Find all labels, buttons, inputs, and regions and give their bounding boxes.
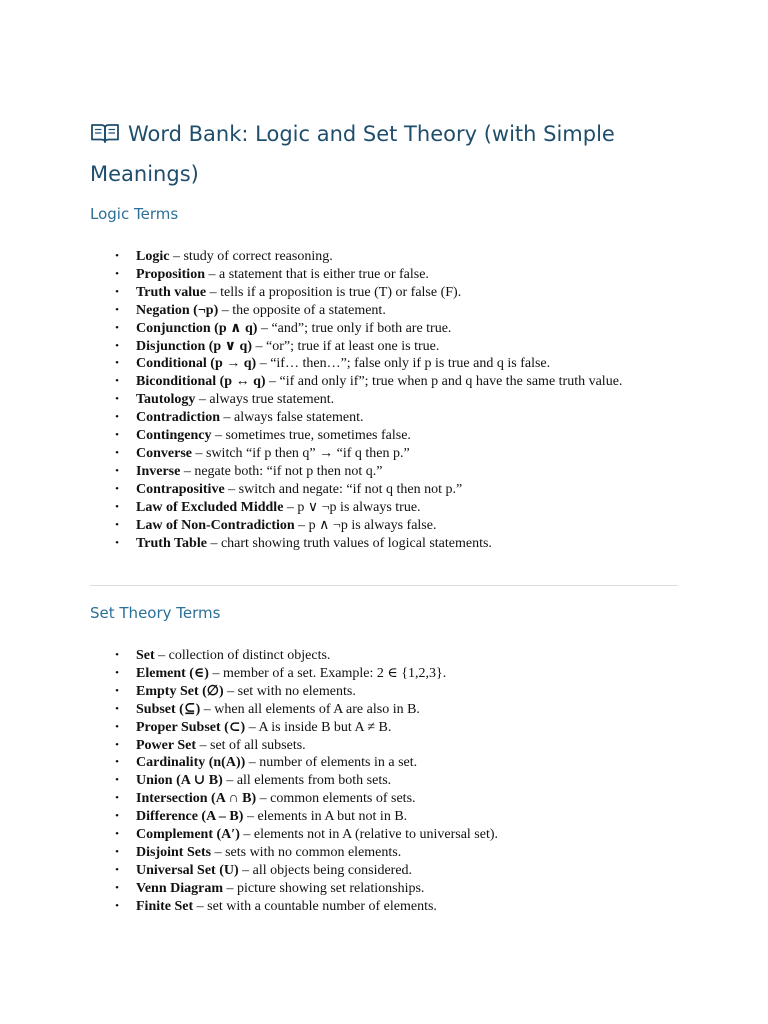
bullet-icon: •: [115, 429, 119, 442]
term-name: Finite Set: [136, 898, 194, 914]
list-item: [112, 409, 712, 427]
list-item: [112, 517, 712, 535]
bullet-icon: •: [115, 303, 119, 316]
list-item: [112, 844, 712, 862]
list-item: [112, 355, 712, 373]
bullet-icon: •: [115, 500, 119, 513]
term-definition: – set with no elements.: [223, 683, 356, 699]
term-name: Set: [136, 648, 155, 663]
list-item: [112, 499, 712, 517]
term-definition: – when all elements of A are also in B.: [200, 701, 420, 717]
list-item: [112, 754, 712, 772]
bullet-icon: •: [115, 250, 119, 262]
term-name: Proper Subset (⊂): [136, 719, 246, 735]
list-item: [112, 683, 712, 701]
list-item: [112, 701, 712, 719]
term-name: Converse: [136, 445, 192, 461]
list-item: [112, 880, 712, 898]
bullet-icon: •: [115, 899, 119, 912]
page-title-text: Word Bank: Logic and Set Theory (with Simple Meanings): [90, 122, 615, 186]
bullet-icon: •: [115, 828, 119, 841]
list-item: [112, 284, 712, 302]
term-name: Universal Set (U): [136, 862, 239, 878]
term-name: Biconditional (p ↔ q): [136, 374, 266, 390]
term-definition: – “if… then…”; false only if p is true and q is false.: [256, 356, 551, 372]
section-divider: [90, 585, 678, 586]
logic-terms-list: [112, 248, 712, 552]
term-name: Law of Excluded Middle: [136, 499, 284, 515]
term-definition: – all elements from both sets.: [222, 773, 392, 789]
bullet-icon: •: [115, 881, 119, 894]
term-name: Logic: [136, 249, 170, 264]
term-name: Contingency: [136, 428, 212, 444]
bullet-icon: •: [115, 720, 119, 733]
term-definition: – the opposite of a statement.: [218, 302, 386, 318]
list-item: [112, 266, 712, 284]
bullet-icon: •: [115, 845, 119, 858]
list-item: [112, 719, 712, 737]
list-item: [112, 826, 712, 844]
term-name: Contrapositive: [136, 481, 225, 497]
bullet-icon: •: [115, 446, 119, 459]
bullet-icon: •: [115, 774, 119, 787]
term-name: Inverse: [136, 463, 181, 479]
list-item: [112, 445, 712, 463]
bullet-icon: •: [115, 357, 119, 370]
term-definition: – collection of distinct objects.: [154, 648, 331, 663]
term-definition: – number of elements in a set.: [245, 755, 418, 771]
term-definition: – “or”; true if at least one is true.: [252, 338, 440, 354]
list-item: [112, 427, 712, 445]
section-heading-set-theory-terms: Set Theory Terms: [90, 604, 221, 622]
term-name: Negation (¬p): [136, 302, 219, 318]
term-definition: – member of a set. Example: 2 ∈ {1,2,3}.: [208, 665, 447, 681]
list-item: [112, 463, 712, 481]
term-definition: – p ∨ ¬p is always true.: [283, 499, 421, 515]
term-name: Intersection (A ∩ B): [136, 791, 257, 807]
bullet-icon: •: [115, 684, 119, 697]
bullet-icon: •: [115, 518, 119, 531]
list-item: [112, 665, 712, 683]
list-item: [112, 320, 712, 338]
list-item: [112, 898, 712, 916]
term-definition: – p ∧ ¬p is always false.: [294, 517, 437, 533]
term-definition: – picture showing set relationships.: [223, 880, 425, 896]
page-title: [90, 116, 690, 193]
term-definition: – tells if a proposition is true (T) or false (F).: [206, 284, 462, 300]
term-definition: – sets with no common elements.: [211, 844, 402, 860]
term-name: Law of Non-Contradiction: [136, 517, 295, 533]
list-item: [112, 808, 712, 826]
bullet-icon: •: [115, 666, 119, 679]
list-item: [112, 862, 712, 880]
bullet-icon: •: [115, 464, 119, 477]
term-name: Proposition: [136, 266, 205, 282]
bullet-icon: •: [115, 702, 119, 715]
term-name: Venn Diagram: [136, 880, 223, 896]
term-definition: – elements not in A (relative to universal set).: [239, 827, 499, 843]
bullet-icon: •: [115, 738, 119, 751]
term-name: Contradiction: [136, 410, 220, 426]
bullet-icon: •: [115, 375, 119, 388]
list-item: [112, 535, 712, 553]
bullet-icon: •: [115, 267, 119, 280]
term-name: Disjoint Sets: [136, 844, 212, 860]
list-item: [112, 373, 712, 391]
term-definition: – “and”; true only if both are true.: [257, 320, 452, 336]
term-name: Disjunction (p ∨ q): [136, 338, 252, 354]
list-item: [112, 302, 712, 320]
term-definition: – all objects being considered.: [238, 862, 413, 878]
bullet-icon: •: [115, 863, 119, 876]
term-definition: – negate both: “if not p then not q.”: [180, 463, 383, 479]
term-name: Complement (A′): [136, 827, 240, 843]
bullet-icon: •: [115, 649, 119, 661]
bullet-icon: •: [115, 393, 119, 406]
bullet-icon: •: [115, 792, 119, 805]
term-name: Cardinality (n(A)): [136, 755, 246, 771]
bullet-icon: •: [115, 536, 119, 549]
term-definition: – a statement that is either true or false.: [204, 266, 429, 282]
list-item: [112, 647, 712, 665]
term-name: Element (∈): [136, 665, 209, 681]
term-definition: – always false statement.: [220, 410, 364, 426]
term-definition: – switch and negate: “if not q then not p.”: [224, 481, 463, 497]
list-item: [112, 391, 712, 409]
bullet-icon: •: [115, 482, 119, 495]
term-name: Difference (A – B): [136, 809, 244, 825]
list-item: [112, 737, 712, 755]
term-definition: – A is inside B but A ≠ B.: [245, 719, 392, 735]
bullet-icon: •: [115, 321, 119, 334]
section-heading-logic-terms: Logic Terms: [90, 205, 179, 223]
term-definition: – common elements of sets.: [256, 791, 416, 807]
term-name: Subset (⊆): [136, 701, 201, 717]
list-item: [112, 772, 712, 790]
bullet-icon: •: [115, 810, 119, 823]
term-definition: – switch “if p then q” → “if q then p.”: [192, 445, 410, 461]
term-name: Tautology: [136, 392, 196, 408]
term-definition: – study of correct reasoning.: [169, 249, 333, 264]
term-definition: – sometimes true, sometimes false.: [211, 428, 411, 444]
term-definition: – “if and only if”; true when p and q have the same truth value.: [265, 374, 623, 390]
list-item: [112, 248, 712, 266]
term-name: Truth Table: [136, 535, 207, 551]
bullet-icon: •: [115, 285, 119, 298]
term-definition: – always true statement.: [195, 392, 335, 408]
term-definition: – chart showing truth values of logical statements.: [206, 535, 492, 551]
term-name: Conditional (p → q): [136, 356, 257, 372]
term-definition: – set of all subsets.: [196, 737, 306, 753]
term-definition: – elements in A but not in B.: [243, 809, 408, 825]
list-item: [112, 338, 712, 356]
open-book-icon: [90, 119, 120, 156]
list-item: [112, 481, 712, 499]
term-definition: – set with a countable number of elements.: [193, 898, 437, 914]
term-name: Truth value: [136, 284, 207, 300]
set-theory-terms-list: [112, 647, 712, 916]
term-name: Empty Set (∅): [136, 683, 224, 699]
bullet-icon: •: [115, 756, 119, 769]
term-name: Union (A ∪ B): [136, 773, 223, 789]
bullet-icon: •: [115, 411, 119, 424]
bullet-icon: •: [115, 339, 119, 352]
term-name: Power Set: [136, 737, 196, 753]
list-item: [112, 790, 712, 808]
term-name: Conjunction (p ∧ q): [136, 320, 258, 336]
